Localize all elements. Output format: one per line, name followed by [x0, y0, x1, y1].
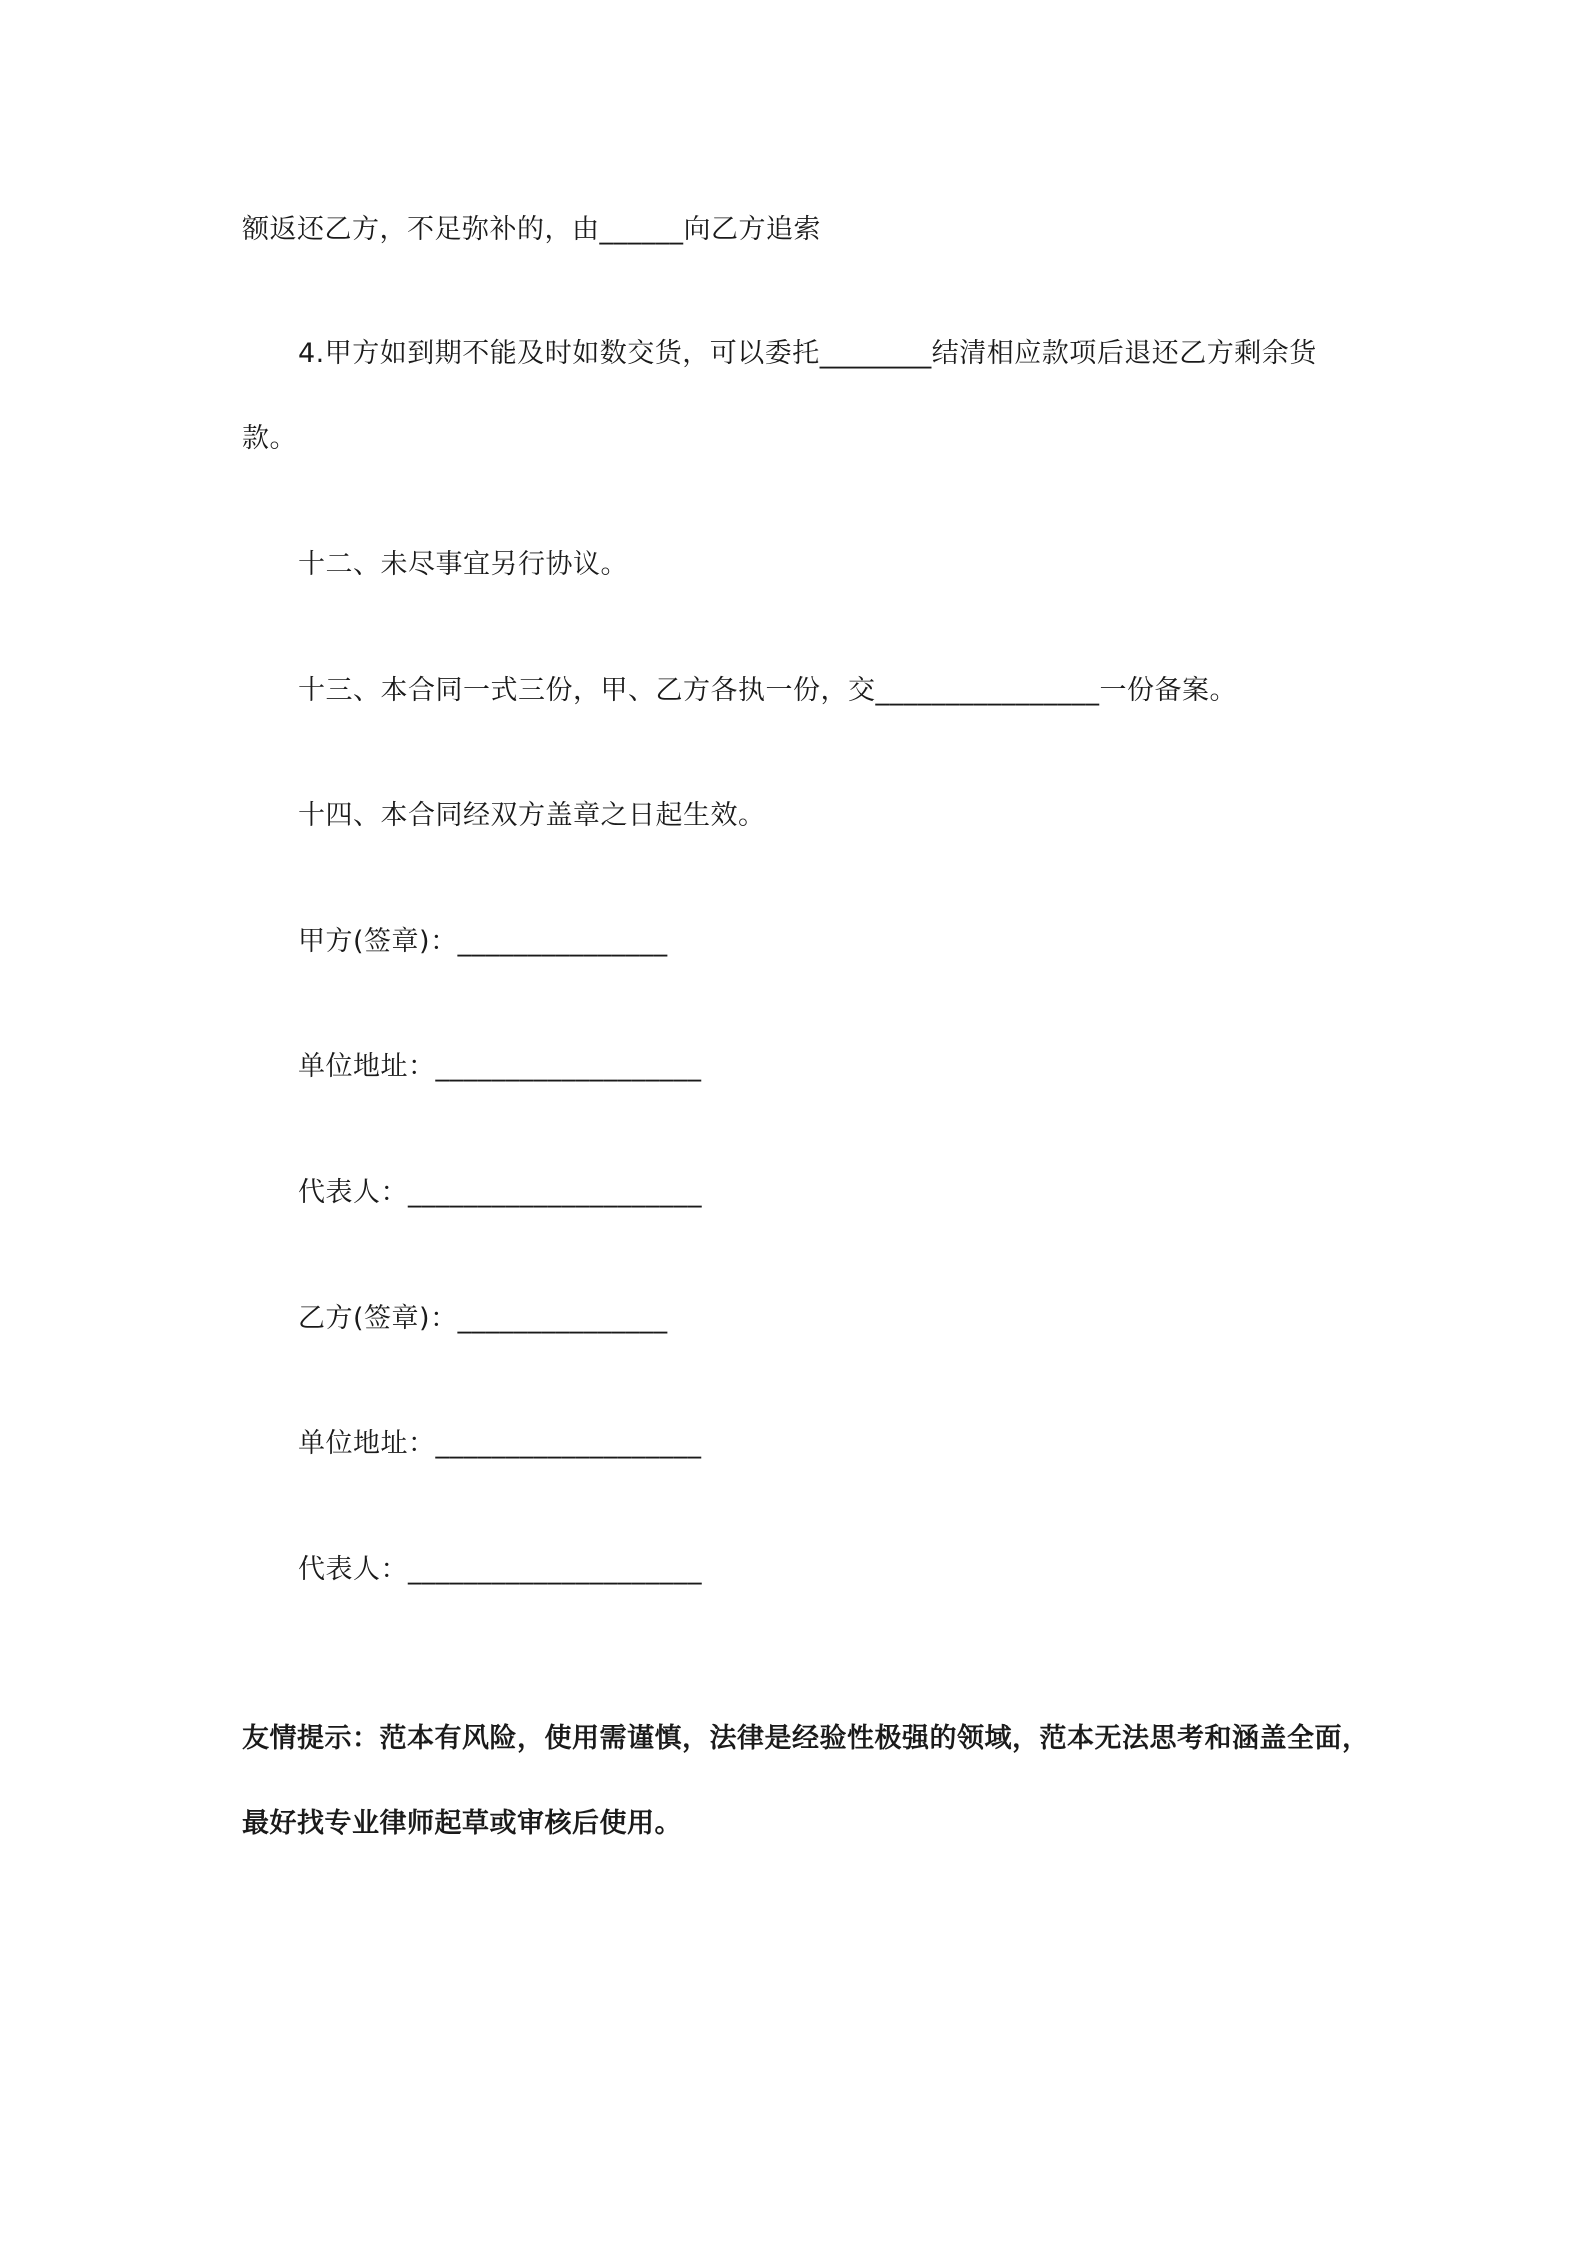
clause-12-text: 十二、未尽事宜另行协议。 — [298, 549, 628, 580]
party-b-representative-field: 代表人：_____________________ — [298, 1554, 702, 1585]
notice-line-1: 友情提示：范本有风险，使用需谨慎，法律是经验性极强的领域，范本无法思考和涵盖全面， — [242, 1723, 1370, 1754]
clause-14-text: 十四、本合同经双方盖章之日起生效。 — [298, 800, 766, 831]
party-a-seal-field: 甲方(签章)：_______________ — [298, 926, 668, 957]
party-b-seal-field: 乙方(签章)：_______________ — [298, 1303, 668, 1334]
party-b-address-field: 单位地址：___________________ — [298, 1428, 702, 1459]
party-a-representative-field: 代表人：_____________________ — [298, 1177, 702, 1208]
clause-13-text: 十三、本合同一式三份，甲、乙方各执一份，交________________一份备案。 — [298, 675, 1237, 706]
clause-text-continuation: 额返还乙方，不足弥补的，由______向乙方追索 — [242, 214, 821, 245]
clause-4-text: 4.甲方如到期不能及时如数交货，可以委托________结清相应款项后退还乙方剩余货 — [298, 338, 1317, 369]
party-a-address-field: 单位地址：___________________ — [298, 1051, 702, 1082]
notice-line-2: 最好找专业律师起草或审核后使用。 — [242, 1808, 682, 1839]
clause-4-text-continuation: 款。 — [242, 423, 297, 454]
